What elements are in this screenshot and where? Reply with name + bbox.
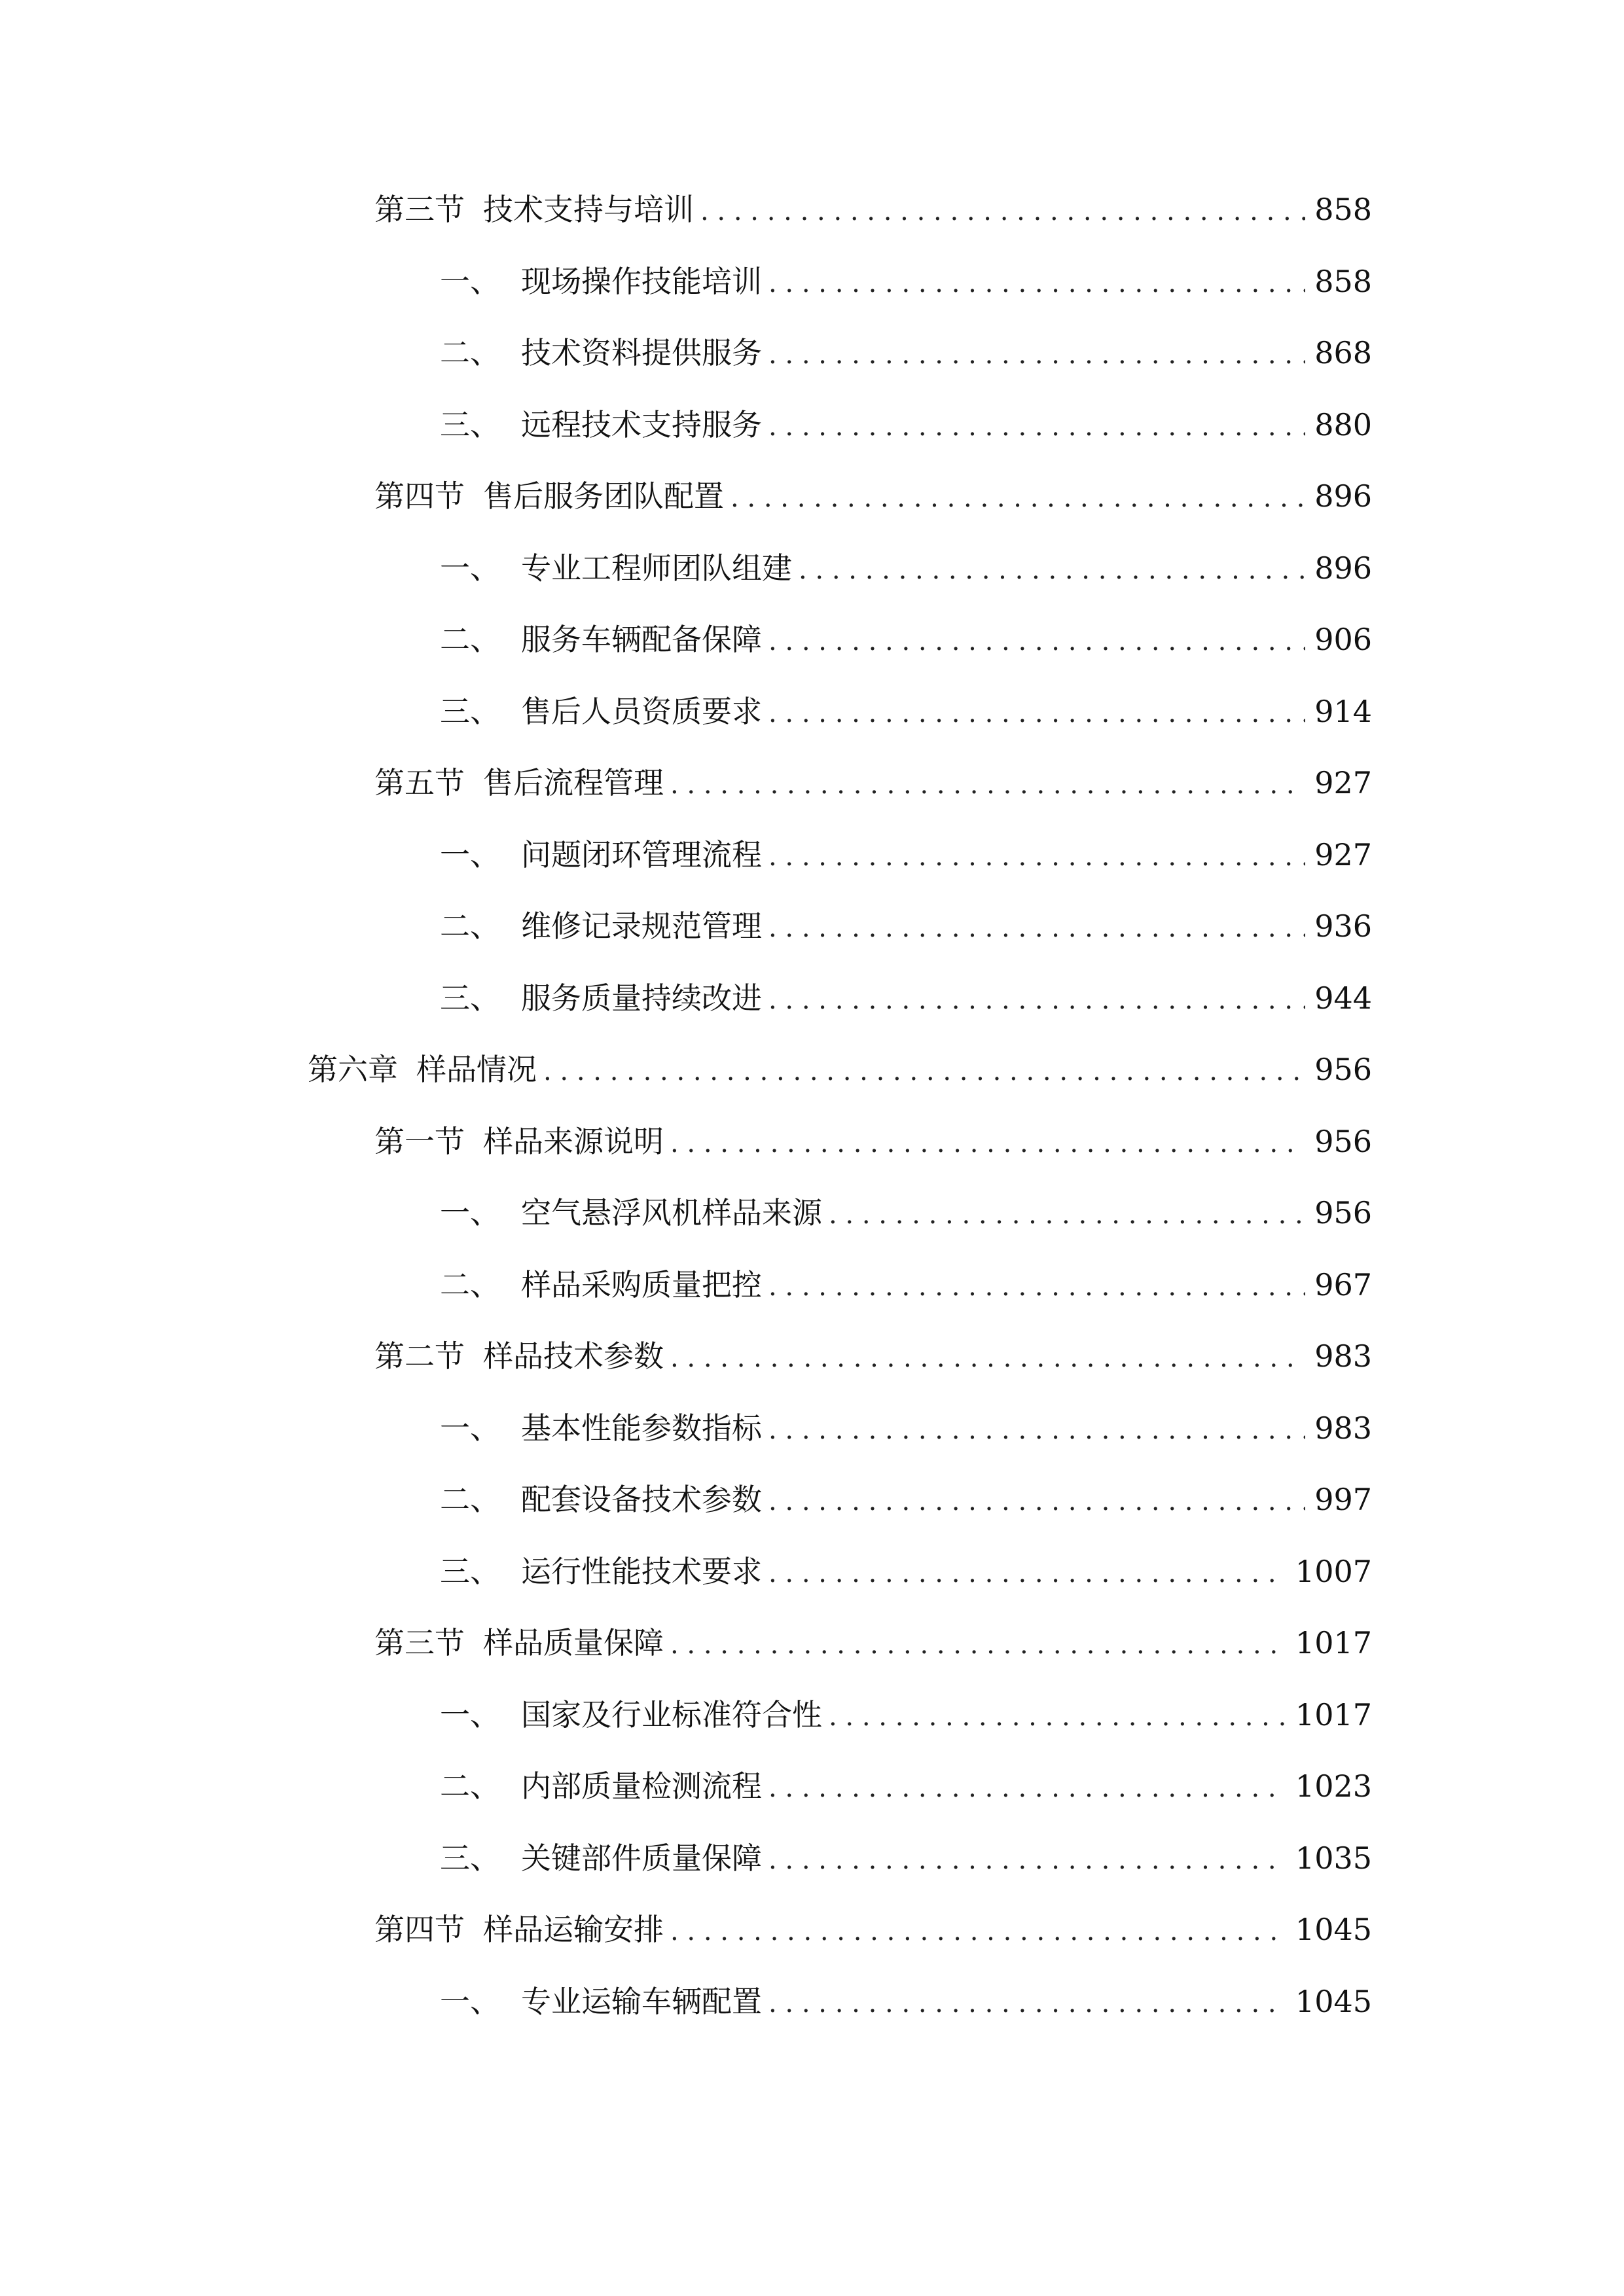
- table-of-contents: [0, 190, 1624, 2053]
- toc-entry-title: 样品情况: [416, 1052, 537, 1087]
- toc-entry-title: 样品技术参数: [483, 1338, 664, 1374]
- toc-entry-title: 专业工程师团队组建: [521, 550, 792, 586]
- toc-entry-number: 第三节: [374, 1625, 465, 1660]
- toc-entry-line: [440, 405, 1372, 444]
- toc-page-number: 997: [1314, 1482, 1372, 1517]
- toc-entry[interactable]: [0, 405, 1624, 477]
- toc-entry-line: [374, 1623, 1372, 1662]
- toc-entry-line: [440, 692, 1372, 731]
- toc-entry-title: 样品采购质量把控: [521, 1266, 762, 1302]
- toc-dot-leader: [768, 1410, 1305, 1450]
- toc-page-number: 880: [1314, 406, 1372, 442]
- toc-page-number: 1023: [1295, 1768, 1372, 1804]
- toc-entry[interactable]: [0, 1480, 1624, 1552]
- toc-dot-leader: [700, 192, 1305, 231]
- toc-entry-number: 第二节: [374, 1338, 465, 1374]
- toc-entry-line: [440, 1695, 1372, 1734]
- toc-entry-number: 第六章: [308, 1052, 398, 1087]
- toc-entry-title: 样品来源说明: [483, 1123, 664, 1159]
- toc-entry-number: 二、: [440, 908, 500, 944]
- toc-entry[interactable]: [0, 1050, 1624, 1122]
- toc-entry-number: 二、: [440, 622, 500, 657]
- toc-entry-line: [440, 1265, 1372, 1304]
- toc-entry[interactable]: [0, 978, 1624, 1050]
- toc-entry[interactable]: [0, 1695, 1624, 1767]
- toc-entry-number: 二、: [440, 335, 500, 370]
- toc-entry-number: 二、: [440, 1266, 500, 1302]
- toc-dot-leader: [829, 1697, 1286, 1736]
- toc-entry-number: 一、: [440, 1983, 500, 2019]
- toc-page-number: 896: [1314, 550, 1372, 586]
- toc-dot-leader: [670, 765, 1305, 804]
- toc-entry-line: [440, 1982, 1372, 2021]
- toc-entry[interactable]: [0, 1265, 1624, 1337]
- toc-dot-leader: [768, 1482, 1305, 1521]
- toc-entry[interactable]: [0, 333, 1624, 405]
- toc-entry[interactable]: [0, 1193, 1624, 1265]
- toc-page-number: 983: [1314, 1338, 1372, 1374]
- toc-dot-leader: [768, 1554, 1286, 1593]
- toc-entry[interactable]: [0, 1623, 1624, 1695]
- toc-entry[interactable]: [0, 1910, 1624, 1982]
- toc-dot-leader: [670, 1124, 1305, 1163]
- toc-entry-title: 问题闭环管理流程: [521, 836, 762, 872]
- toc-entry-number: 一、: [440, 550, 500, 586]
- toc-entry-line: [440, 333, 1372, 372]
- toc-entry[interactable]: [0, 1336, 1624, 1408]
- toc-entry-number: 三、: [440, 1840, 500, 1876]
- toc-entry-line: [440, 1552, 1372, 1591]
- toc-entry-number: 一、: [440, 836, 500, 872]
- toc-page-number: 956: [1314, 1195, 1372, 1230]
- toc-entry-line: [440, 1767, 1372, 1806]
- toc-entry-number: 三、: [440, 406, 500, 442]
- toc-entry-title: 服务车辆配备保障: [521, 622, 762, 657]
- toc-entry[interactable]: [0, 835, 1624, 907]
- toc-page-number: 914: [1314, 693, 1372, 729]
- toc-entry-title: 样品质量保障: [483, 1625, 664, 1660]
- toc-entry-title: 远程技术支持服务: [521, 406, 762, 442]
- toc-dot-leader: [799, 550, 1305, 590]
- toc-entry[interactable]: [0, 1408, 1624, 1480]
- toc-entry-title: 专业运输车辆配置: [521, 1983, 762, 2019]
- toc-entry-number: 三、: [440, 1553, 500, 1589]
- toc-entry-number: 第三节: [374, 192, 465, 227]
- toc-entry-line: [440, 906, 1372, 946]
- toc-entry-number: 一、: [440, 1410, 500, 1446]
- toc-entry[interactable]: [0, 620, 1624, 692]
- toc-page-number: 1035: [1295, 1840, 1372, 1876]
- toc-page-number: 896: [1314, 478, 1372, 514]
- toc-entry[interactable]: [0, 906, 1624, 978]
- toc-dot-leader: [768, 335, 1305, 374]
- toc-page-number: 956: [1314, 1123, 1372, 1159]
- toc-entry[interactable]: [0, 1122, 1624, 1194]
- toc-dot-leader: [670, 1912, 1286, 1951]
- toc-entry-title: 售后人员资质要求: [521, 693, 762, 729]
- toc-entry-title: 售后流程管理: [483, 765, 664, 800]
- toc-dot-leader: [768, 837, 1305, 876]
- toc-page-number: 1007: [1295, 1553, 1372, 1589]
- toc-dot-leader: [829, 1195, 1305, 1234]
- toc-entry[interactable]: [0, 692, 1624, 764]
- toc-dot-leader: [768, 1840, 1286, 1880]
- toc-entry-number: 第一节: [374, 1123, 465, 1159]
- toc-entry-number: 第五节: [374, 765, 465, 800]
- toc-entry-line: [374, 763, 1372, 802]
- toc-entry[interactable]: [0, 548, 1624, 620]
- toc-entry-line: [440, 978, 1372, 1018]
- toc-page-number: 983: [1314, 1410, 1372, 1446]
- toc-entry-title: 基本性能参数指标: [521, 1410, 762, 1446]
- toc-entry-number: 二、: [440, 1768, 500, 1804]
- toc-dot-leader: [731, 478, 1305, 518]
- toc-entry[interactable]: [0, 476, 1624, 548]
- toc-entry-line: [440, 620, 1372, 659]
- toc-dot-leader: [768, 908, 1305, 948]
- toc-entry-number: 三、: [440, 980, 500, 1016]
- toc-entry-line: [440, 1408, 1372, 1448]
- toc-entry-line: [308, 1050, 1372, 1089]
- toc-entry[interactable]: [0, 1552, 1624, 1624]
- toc-page-number: 906: [1314, 622, 1372, 657]
- toc-entry-line: [440, 1839, 1372, 1878]
- toc-page-number: 944: [1314, 980, 1372, 1016]
- toc-entry[interactable]: [0, 190, 1624, 262]
- toc-entry-title: 内部质量检测流程: [521, 1768, 762, 1804]
- toc-entry-line: [374, 1122, 1372, 1161]
- toc-entry-title: 技术资料提供服务: [521, 335, 762, 370]
- toc-entry-number: 第四节: [374, 478, 465, 514]
- toc-entry[interactable]: [0, 763, 1624, 835]
- toc-entry-line: [440, 1480, 1372, 1519]
- toc-dot-leader: [543, 1052, 1305, 1091]
- toc-page-number: 868: [1314, 335, 1372, 370]
- toc-entry-number: 三、: [440, 693, 500, 729]
- toc-dot-leader: [768, 980, 1305, 1020]
- toc-entry[interactable]: [0, 1982, 1624, 2054]
- toc-dot-leader: [670, 1338, 1305, 1378]
- toc-dot-leader: [768, 694, 1305, 733]
- toc-dot-leader: [768, 1768, 1286, 1808]
- toc-dot-leader: [670, 1625, 1286, 1664]
- toc-page-number: 936: [1314, 908, 1372, 944]
- toc-entry[interactable]: [0, 1839, 1624, 1910]
- toc-page-number: 858: [1314, 263, 1372, 299]
- toc-entry-title: 国家及行业标准符合性: [521, 1696, 822, 1732]
- toc-entry-line: [440, 548, 1372, 588]
- toc-entry-line: [440, 1193, 1372, 1232]
- toc-entry-line: [374, 190, 1372, 229]
- toc-entry-line: [440, 835, 1372, 874]
- toc-entry-line: [374, 1910, 1372, 1949]
- toc-dot-leader: [768, 264, 1305, 303]
- toc-entry-title: 售后服务团队配置: [483, 478, 724, 514]
- toc-entry-line: [374, 476, 1372, 516]
- toc-entry[interactable]: [0, 1767, 1624, 1839]
- toc-entry-title: 关键部件质量保障: [521, 1840, 762, 1876]
- toc-page-number: 927: [1314, 836, 1372, 872]
- toc-entry-number: 一、: [440, 1696, 500, 1732]
- toc-page-number: 967: [1314, 1266, 1372, 1302]
- toc-entry[interactable]: [0, 262, 1624, 334]
- toc-entry-title: 配套设备技术参数: [521, 1482, 762, 1517]
- toc-page-number: 927: [1314, 765, 1372, 800]
- toc-entry-title: 现场操作技能培训: [521, 263, 762, 299]
- toc-page-number: 1045: [1295, 1983, 1372, 2019]
- toc-entry-title: 维修记录规范管理: [521, 908, 762, 944]
- toc-page-number: 1017: [1295, 1696, 1372, 1732]
- toc-entry-line: [374, 1336, 1372, 1376]
- toc-entry-number: 一、: [440, 1195, 500, 1230]
- toc-entry-title: 运行性能技术要求: [521, 1553, 762, 1589]
- toc-entry-title: 空气悬浮风机样品来源: [521, 1195, 822, 1230]
- toc-page-number: 858: [1314, 192, 1372, 227]
- toc-entry-number: 一、: [440, 263, 500, 299]
- toc-entry-line: [440, 262, 1372, 301]
- toc-dot-leader: [768, 1984, 1286, 2023]
- toc-dot-leader: [768, 1267, 1305, 1306]
- toc-page-number: 1045: [1295, 1912, 1372, 1947]
- toc-page-number: 1017: [1295, 1625, 1372, 1660]
- toc-page-number: 956: [1314, 1052, 1372, 1087]
- toc-entry-title: 服务质量持续改进: [521, 980, 762, 1016]
- toc-entry-title: 技术支持与培训: [483, 192, 694, 227]
- toc-dot-leader: [768, 407, 1305, 446]
- toc-entry-number: 二、: [440, 1482, 500, 1517]
- toc-entry-title: 样品运输安排: [483, 1912, 664, 1947]
- toc-dot-leader: [768, 622, 1305, 661]
- toc-entry-number: 第四节: [374, 1912, 465, 1947]
